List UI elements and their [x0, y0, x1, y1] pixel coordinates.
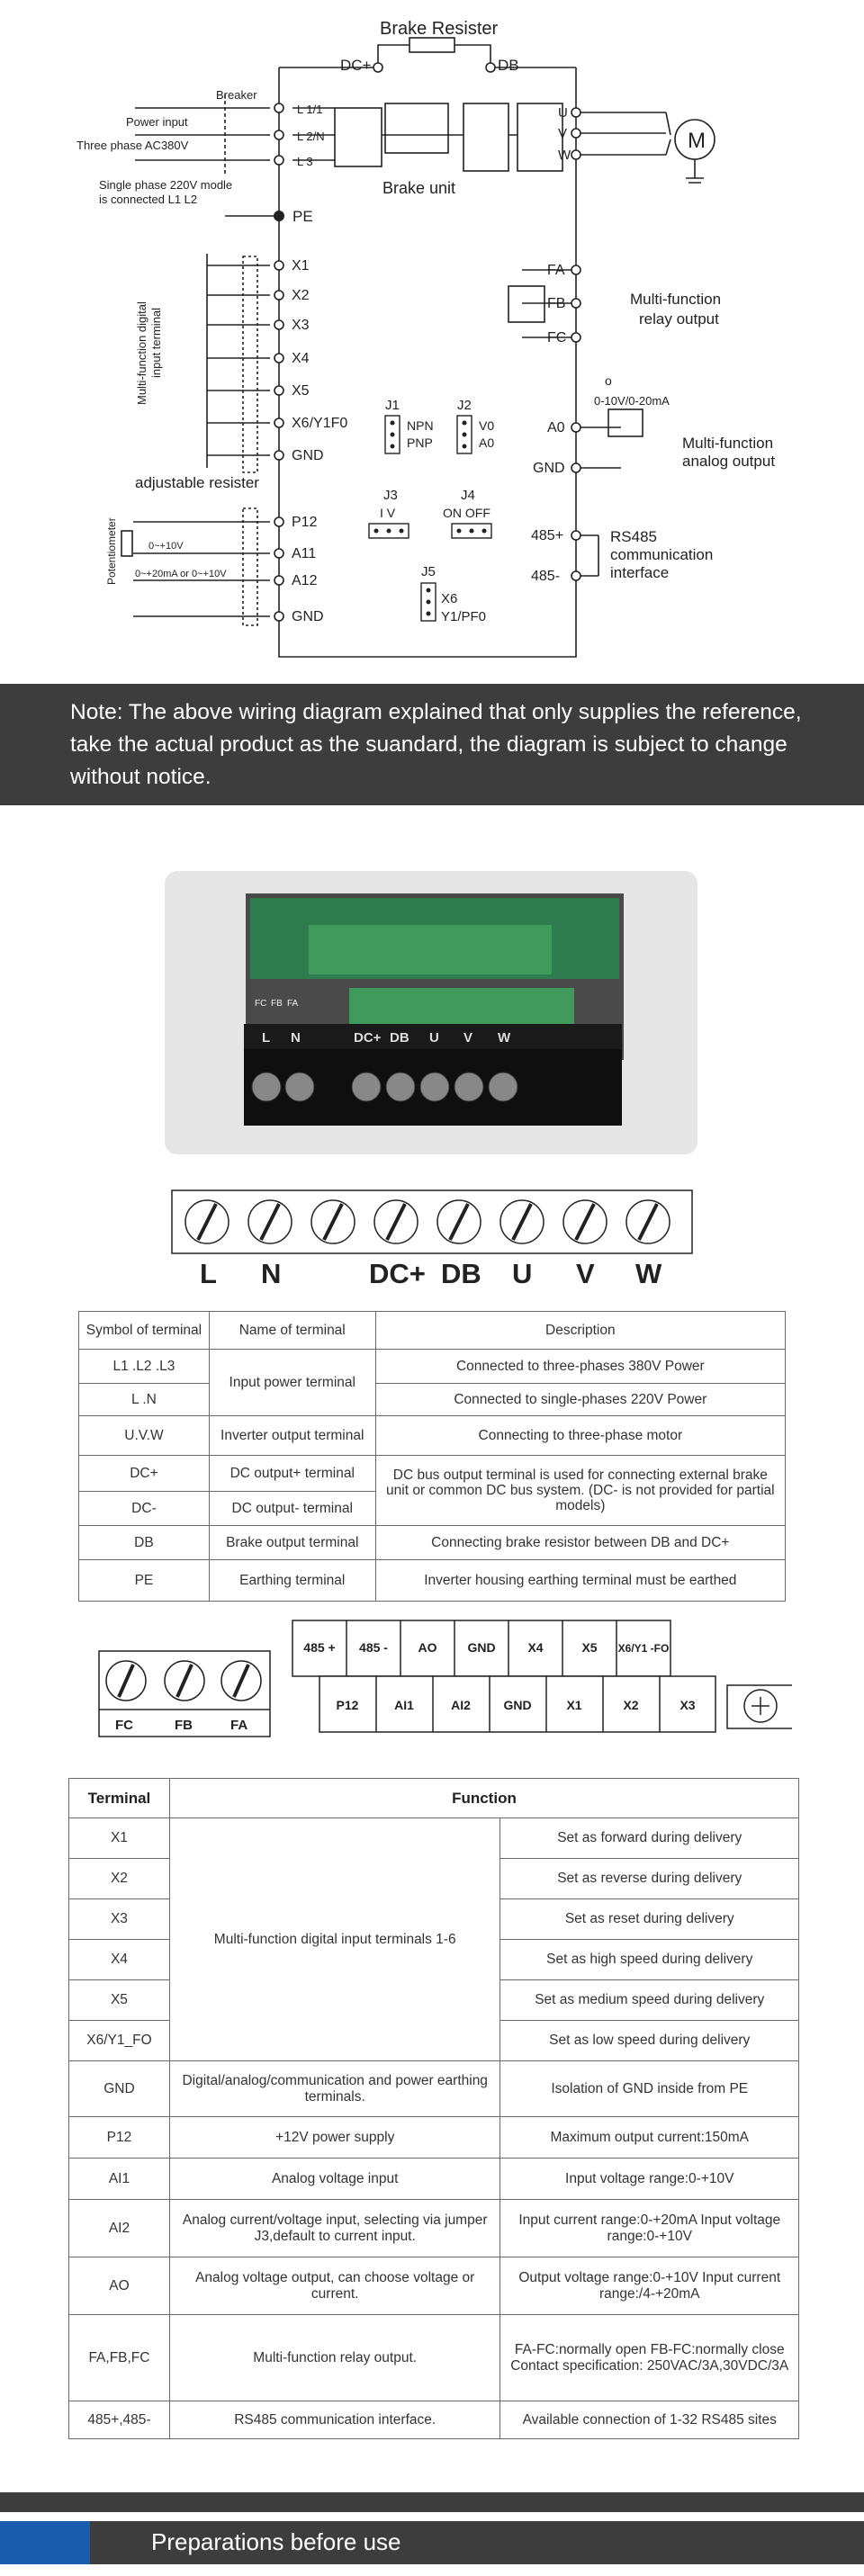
table-cell: X5	[69, 1980, 170, 2021]
table-cell: Connecting brake resistor between DB and DC+	[375, 1526, 785, 1560]
table-header-cell: Function	[169, 1779, 798, 1818]
v010-label: 0~+10V	[148, 541, 184, 552]
l3-label: L 3	[297, 155, 313, 168]
table-cell: Multi-function digital input terminals 1-6	[169, 1818, 500, 2061]
x1-label: X1	[292, 258, 310, 274]
table-header-cell: Description	[375, 1312, 785, 1350]
potentiometer-label: Potentiometer	[105, 517, 118, 585]
fa-label: FA	[547, 263, 565, 278]
table-cell: Set as low speed during delivery	[500, 2021, 799, 2061]
photo-small-fc: FC	[255, 999, 267, 1009]
table-cell: Set as forward during delivery	[500, 1818, 799, 1859]
table-cell: Input power terminal	[209, 1350, 375, 1416]
table-row	[69, 2159, 799, 2200]
io-top-x5: X5	[581, 1640, 598, 1655]
photo-small-fa: FA	[287, 999, 299, 1009]
note-line-1: Note: The above wiring diagram explained that only supplies the reference,	[70, 700, 802, 724]
a0-jumper-label: A0	[479, 435, 495, 450]
table-row	[79, 1456, 786, 1492]
three-phase-label: Three phase AC380V	[76, 139, 189, 152]
analog-line2: analog output	[682, 453, 776, 470]
strip-label-dcplus: DC+	[369, 1258, 426, 1289]
npn-label: NPN	[407, 418, 434, 433]
photo-label-u: U	[429, 1030, 439, 1046]
table-cell: DC+	[79, 1456, 210, 1492]
io-bottom-x1: X1	[566, 1698, 582, 1712]
brake-unit-label: Brake unit	[382, 179, 456, 197]
x3-label: X3	[292, 318, 310, 333]
table-cell: DC bus output terminal is used for connecting external brake unit or common DC bus system. (DC- is not provided for partial models)	[375, 1456, 785, 1526]
table-cell: Digital/analog/communication and power earthing terminals.	[169, 2061, 500, 2117]
table-row	[79, 1416, 786, 1456]
strip-label-v: V	[576, 1258, 595, 1289]
x5-label: X5	[292, 383, 310, 399]
x6-label: X6/Y1F0	[292, 416, 348, 431]
y1pf0-label: Y1/PF0	[441, 609, 487, 624]
table-cell: X1	[69, 1818, 170, 1859]
j4-label: J4	[461, 488, 475, 503]
table-cell: X4	[69, 1940, 170, 1980]
table-cell: Connecting to three-phase motor	[375, 1416, 785, 1456]
table-cell: 485+,485-	[69, 2401, 170, 2439]
db-label: DB	[498, 57, 519, 74]
table-cell: AI1	[69, 2159, 170, 2200]
footer-divider	[0, 2492, 864, 2512]
control-terminal-layout	[90, 1620, 792, 1755]
control-terminal-table	[68, 1778, 799, 2439]
x6-jumper-label: X6	[441, 591, 458, 606]
io-bottom-ai1: AI1	[394, 1698, 414, 1712]
table-cell: L .N	[79, 1384, 210, 1416]
rs485-line3: interface	[610, 564, 670, 581]
v0-label: V0	[479, 418, 495, 433]
terminal-photo	[165, 871, 698, 1154]
fb-label: FB	[547, 296, 566, 311]
table-row	[69, 1818, 799, 1859]
power-input-label: Power input	[126, 115, 188, 129]
photo-label-v: V	[464, 1030, 473, 1046]
gnd-label: GND	[292, 448, 324, 463]
photo-small-fb: FB	[271, 999, 283, 1009]
photo-label-w: W	[498, 1030, 511, 1046]
table-header-cell: Name of terminal	[209, 1312, 375, 1350]
dc-plus-label: DC+	[340, 57, 372, 74]
io-top-ao: AO	[418, 1640, 437, 1655]
io-top-485minus: 485 -	[359, 1640, 388, 1655]
v020-label: 0~+20mA or 0~+10V	[135, 569, 227, 579]
photo-label-n: N	[291, 1030, 301, 1046]
strip-label-db: DB	[441, 1258, 482, 1289]
relay-line2: relay output	[639, 310, 719, 328]
table-cell: P12	[69, 2117, 170, 2159]
table-cell: +12V power supply	[169, 2117, 500, 2159]
io-left-fc: FC	[115, 1718, 133, 1733]
table-cell: X2	[69, 1859, 170, 1899]
x4-label: X4	[292, 351, 310, 366]
a0-label: A0	[547, 420, 565, 435]
io-bottom-ai2: AI2	[451, 1698, 471, 1712]
photo-label-dcplus: DC+	[354, 1030, 382, 1046]
table-cell: Inverter housing earthing terminal must be earthed	[375, 1560, 785, 1602]
table-cell: Connected to three-phases 380V Power	[375, 1350, 785, 1384]
io-bottom-x3: X3	[680, 1698, 696, 1712]
table-cell: Set as high speed during delivery	[500, 1940, 799, 1980]
table-row	[79, 1350, 786, 1384]
single-phase-line2: is connected L1 L2	[99, 193, 198, 206]
multi-digital-line1: Multi-function digital	[135, 301, 148, 405]
strip-label-w: W	[635, 1258, 662, 1289]
table-cell: PE	[79, 1560, 210, 1602]
table-cell: Available connection of 1-32 RS485 sites	[500, 2401, 799, 2439]
table-cell: Analog voltage input	[169, 2159, 500, 2200]
brake-resister-symbol	[410, 38, 454, 52]
strip-label-n: N	[261, 1258, 282, 1289]
multi-digital-line2: input terminal	[149, 307, 163, 378]
io-bottom-p12: P12	[336, 1698, 359, 1712]
note-banner	[0, 684, 864, 805]
table-row	[79, 1560, 786, 1602]
table-cell: AI2	[69, 2200, 170, 2257]
rs485-line2: communication	[610, 546, 714, 563]
table-row	[79, 1526, 786, 1560]
table-cell: Set as reverse during delivery	[500, 1859, 799, 1899]
table-cell: Input current range:0-+20mA Input voltage range:0-+10V	[500, 2200, 799, 2257]
table-cell: Set as medium speed during delivery	[500, 1980, 799, 2021]
photo-label-l: L	[262, 1030, 271, 1046]
table-cell: X3	[69, 1899, 170, 1940]
table-header-cell: Symbol of terminal	[79, 1312, 210, 1350]
table-cell: Input voltage range:0-+10V	[500, 2159, 799, 2200]
w-label: W	[558, 148, 572, 163]
wiring-diagram	[0, 0, 864, 684]
table-cell: Isolation of GND inside from PE	[500, 2061, 799, 2117]
table-header-cell: Terminal	[69, 1779, 170, 1818]
table-cell: DB	[79, 1526, 210, 1560]
brake-resister-label: Brake Resister	[380, 19, 499, 39]
iv-label: I V	[380, 506, 396, 520]
io-left-fa: FA	[230, 1718, 248, 1733]
rs485-line1: RS485	[610, 528, 657, 545]
on-off-label: ON OFF	[443, 506, 490, 520]
table-header-row	[79, 1312, 786, 1350]
photo-label-db: DB	[390, 1030, 410, 1046]
io-bottom-x2: X2	[623, 1698, 639, 1712]
j5-label: J5	[421, 564, 436, 579]
adjustable-resister-label: adjustable resister	[135, 474, 259, 491]
l2-label: L 2/N	[297, 130, 325, 143]
table-row	[69, 2401, 799, 2439]
table-cell: GND	[69, 2061, 170, 2117]
range-label: 0-10V/0-20mA	[594, 394, 670, 408]
motor-symbol: M	[688, 129, 706, 153]
rs485-minus-label: 485-	[531, 569, 561, 584]
o-mark: o	[605, 373, 612, 388]
rs485-plus-label: 485+	[531, 528, 564, 543]
table-cell: DC output+ terminal	[209, 1456, 375, 1492]
io-bottom-gnd: GND	[503, 1698, 532, 1712]
section-header-bar	[0, 2521, 864, 2564]
io-top-gnd: GND	[467, 1640, 496, 1655]
u-label: U	[558, 105, 568, 121]
table-row	[69, 2200, 799, 2257]
single-phase-line1: Single phase 220V modle	[99, 178, 233, 192]
section-title: Preparations before use	[151, 2528, 401, 2555]
table-cell: U.V.W	[79, 1416, 210, 1456]
io-top-x6: X6/Y1 -FO	[617, 1642, 670, 1655]
breaker-label: Breaker	[216, 88, 257, 102]
table-cell: FA,FB,FC	[69, 2315, 170, 2401]
j3-label: J3	[383, 488, 398, 503]
table-cell: RS485 communication interface.	[169, 2401, 500, 2439]
table-cell: Connected to single-phases 220V Power	[375, 1384, 785, 1416]
j2-label: J2	[457, 398, 472, 413]
table-row	[69, 2315, 799, 2401]
analog-line1: Multi-function	[682, 435, 774, 452]
table-row	[69, 2257, 799, 2315]
table-cell: Output voltage range:0-+10V Input current range:/4-+20mA	[500, 2257, 799, 2315]
gnd-bottom-label: GND	[292, 609, 324, 624]
table-header-row	[69, 1779, 799, 1818]
table-cell: FA-FC:normally open FB-FC:normally close Contact specification: 250VAC/3A,30VDC/3A	[500, 2315, 799, 2401]
table-cell: Set as reset during delivery	[500, 1899, 799, 1940]
table-cell: Earthing terminal	[209, 1560, 375, 1602]
table-cell: Brake output terminal	[209, 1526, 375, 1560]
io-top-x4: X4	[527, 1640, 544, 1655]
strip-label-l: L	[200, 1258, 217, 1289]
table-cell: X6/Y1_FO	[69, 2021, 170, 2061]
j1-label: J1	[385, 398, 400, 413]
a12-label: A12	[292, 573, 318, 588]
table-cell: L1 .L2 .L3	[79, 1350, 210, 1384]
table-row	[69, 2061, 799, 2117]
note-line-2: take the actual product as the suandard, the diagram is subject to change	[70, 732, 788, 757]
table-cell: Maximum output current:150mA	[500, 2117, 799, 2159]
section-accent	[0, 2521, 90, 2564]
table-row	[69, 2117, 799, 2159]
table-cell: Analog voltage output, can choose voltage or current.	[169, 2257, 500, 2315]
table-cell: DC-	[79, 1492, 210, 1526]
strip-label-u: U	[512, 1258, 533, 1289]
l1-label: L 1/1	[297, 103, 323, 116]
v-label: V	[558, 126, 568, 141]
terminal-strip	[171, 1189, 693, 1270]
table-cell: DC output- terminal	[209, 1492, 375, 1526]
x2-label: X2	[292, 288, 310, 303]
io-top-485plus: 485 +	[303, 1640, 336, 1655]
pnp-label: PNP	[407, 435, 433, 450]
pe-label: PE	[292, 208, 313, 225]
io-left-fb: FB	[175, 1718, 193, 1733]
gnd-right-label: GND	[533, 461, 565, 476]
power-terminal-table	[78, 1311, 786, 1602]
note-line-3: without notice.	[70, 765, 212, 789]
a11-label: A11	[292, 546, 317, 561]
table-cell: Inverter output terminal	[209, 1416, 375, 1456]
fc-label: FC	[547, 330, 567, 346]
relay-line1: Multi-function	[630, 291, 722, 308]
p12-label: P12	[292, 515, 318, 530]
table-cell: AO	[69, 2257, 170, 2315]
table-cell: Analog current/voltage input, selecting via jumper J3,default to current input.	[169, 2200, 500, 2257]
table-cell: Multi-function relay output.	[169, 2315, 500, 2401]
table-row	[79, 1384, 786, 1416]
